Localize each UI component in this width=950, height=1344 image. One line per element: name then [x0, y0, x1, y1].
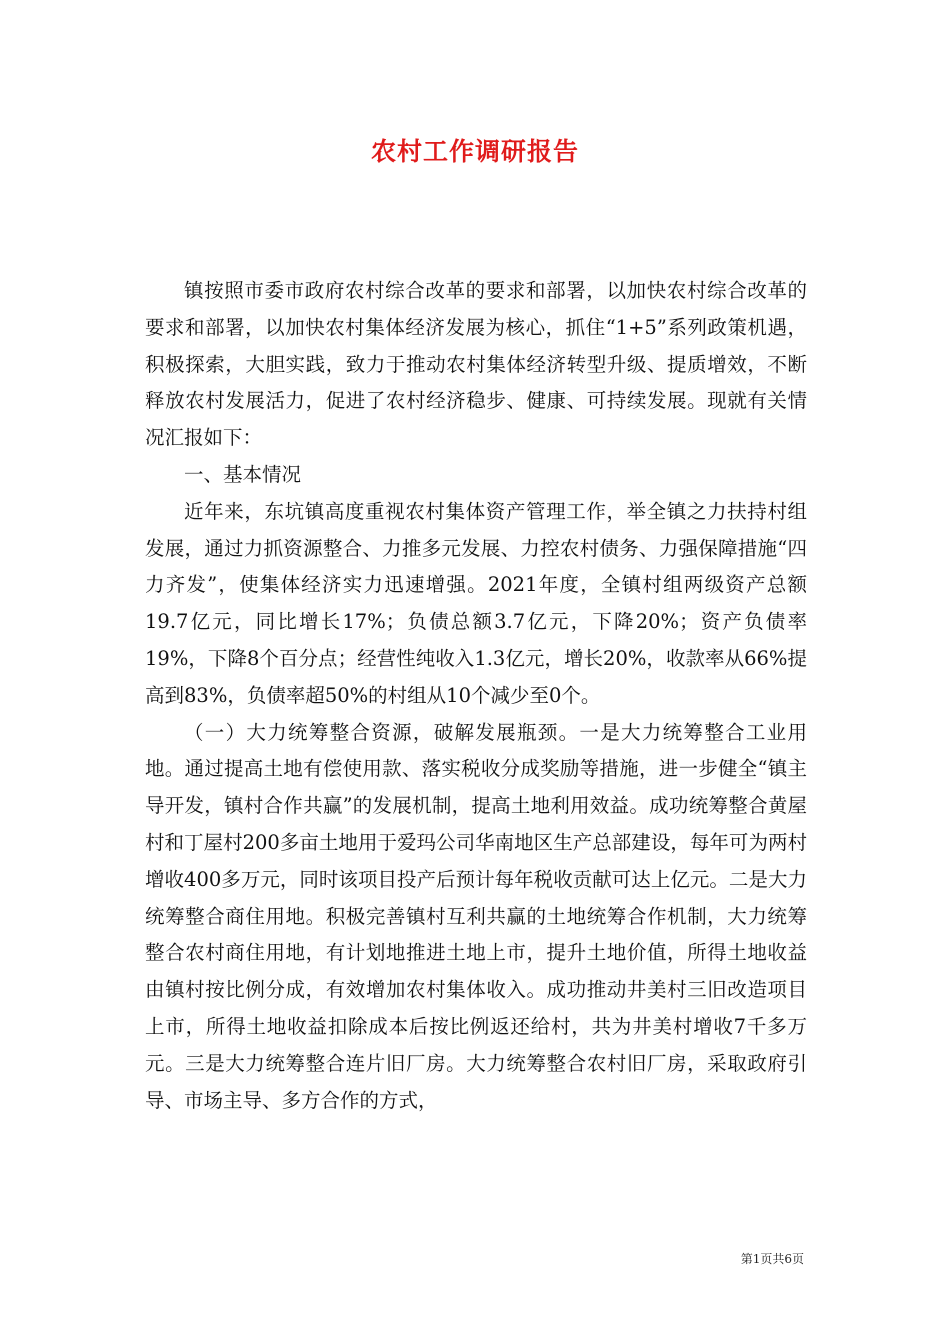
section-heading-basic-situation: 一、基本情况	[184, 462, 302, 486]
paragraph-resource-integration: （一）大力统筹整合资源，破解发展瓶颈。一是大力统筹整合工业用地。通过提高土地有偿使用款、落实税收分成奖励等措施，进一步健全“镇主导开发，镇村合作共赢”的发展机制，提高土地利用效益。成功统筹整合黄屋村和丁屋村200多亩土地用于爱玛公司华南地区生产总部建设，每年可为两村增收400多万元，同时该项目投产后预计每年税收贡献可达上亿元。二是大力统筹整合商住用地。积极完善镇村互利共赢的土地统筹合作机制，大力统筹整合农村商住用地，有计划地推进土地上市，提升土地价值，所得土地收益由镇村按比例分成，有效增加农村集体收入。成功推动井美村三旧改造项目上市，所得土地收益扣除成本后按比例返还给村，共为井美村增收7千多万元。三是大力统筹整合连片旧厂房。大力统筹整合农村旧厂房，采取政府引导、市场主导、多方合作的方式，	[145, 720, 807, 1112]
paragraph-intro: 镇按照市委市政府农村综合改革的要求和部署，以加快农村综合改革的要求和部署，以加快农村集体经济发展为核心，抓住“1+5”系列政策机遇，积极探索，大胆实践，致力于推动农村集体经济转型升级、提质增效，不断释放农村发展活力，促进了农村经济稳步、健康、可持续发展。现就有关情况汇报如下：	[145, 279, 807, 450]
document-title: 农村工作调研报告	[370, 137, 579, 166]
paragraph-basic-situation: 近年来，东坑镇高度重视农村集体资产管理工作，举全镇之力扶持村组发展，通过力抓资源整合、力推多元发展、力控农村债务、力强保障措施“四力齐发”，使集体经济实力迅速增强。2021年度，全镇村组两级资产总额19.7亿元，同比增长17%；负债总额3.7亿元，下降20%；资产负债率19%，下降8个百分点；经营性纯收入1.3亿元，增长20%，收款率从66%提高到83%，负债率超50%的村组从10个减少至0个。	[145, 499, 807, 707]
page-number: 第1页共6页	[740, 1252, 804, 1266]
document-body	[145, 273, 807, 1119]
